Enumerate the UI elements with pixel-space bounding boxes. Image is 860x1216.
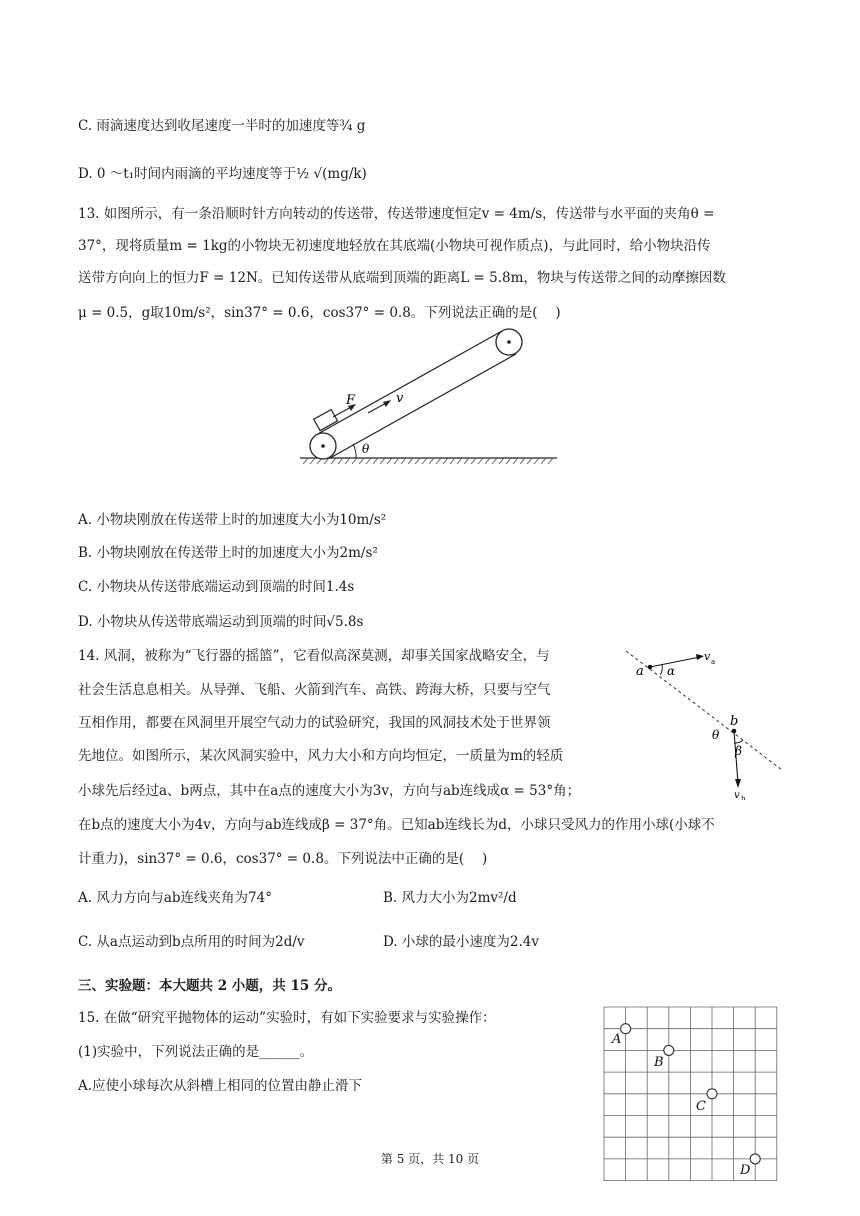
velocity-label: v: [396, 391, 404, 406]
q14-stem-line-6: 在b点的速度大小为4v，方向与ab连线成β = 37°角。已知ab连线长为d，小球只受风力的作用小球(小球不: [78, 817, 715, 833]
q14-stem-line-4: 先地位。如图所示，某次风洞实验中，风力大小和方向均恒定，一质量为m的轻质: [78, 748, 564, 764]
conveyor-belt-figure: [295, 325, 565, 470]
theta-label: θ: [712, 728, 720, 742]
beta-label: β: [735, 744, 742, 758]
q14-stem-line-2: 社会生活息息相关。从导弹、飞船、火箭到汽车、高铁、跨海大桥，只要与空气: [78, 682, 551, 698]
q13-option-b: B. 小物块刚放在传送带上时的加速度大小为2m/s²: [78, 545, 378, 561]
wind-tunnel-figure: [622, 645, 787, 800]
q13-stem-line-2: 37°，现将质量m = 1kg的小物块无初速度地轻放在其底端(小物块可视作质点)，与此同时，给小物块沿传: [78, 238, 711, 254]
grid-label-a: A: [612, 1032, 622, 1047]
q14-option-d: D. 小球的最小速度为2.4v: [383, 934, 540, 950]
q13-stem-line-1: 13. 如图所示，有一条沿顺时针方向转动的传送带，传送带速度恒定v = 4m/s，传送带与水平面的夹角θ =: [78, 206, 715, 222]
vb-subscript: b: [741, 795, 746, 800]
q13-stem-line-3: 送带方向向上的恒力F = 12N。已知传送带从底端到顶端的距离L = 5.8m，物块与传送带之间的动摩擦因数: [78, 270, 726, 286]
q14-stem-line-1: 14. 风洞，被称为“飞行器的摇篮”，它看似高深莫测，却事关国家战略安全，与: [78, 648, 550, 664]
va-label: v: [704, 650, 711, 663]
point-b-label: b: [730, 714, 739, 729]
grid-label-d: D: [740, 1163, 751, 1178]
q13-option-d: D. 小物块从传送带底端运动到顶端的时间√5.8s: [78, 614, 364, 630]
q14-stem-line-7: 计重力)，sin37° = 0.6，cos37° = 0.8。下列说法中正确的是( ): [78, 851, 488, 867]
va-subscript: a: [711, 658, 716, 666]
q14-option-b: B. 风力大小为2mv²/d: [383, 890, 517, 906]
grid-label-c: C: [696, 1099, 706, 1114]
q13-option-c: C. 小物块从传送带底端运动到顶端的时间1.4s: [78, 579, 355, 595]
force-label: F: [346, 393, 356, 408]
q15-stem: 15. 在做“研究平抛物体的运动”实验时，有如下实验要求与实验操作：: [78, 1010, 496, 1026]
section-heading: 三、实验题：本大题共 2 小题，共 15 分。: [78, 978, 341, 994]
q12-option-d: D. 0 ～t₁时间内雨滴的平均速度等于½ √(mg/k): [78, 166, 367, 182]
q13-stem-line-4: μ = 0.5，g取10m/s²，sin37° = 0.6，cos37° = 0.8。下列说法正确的是( ): [78, 305, 561, 321]
q14-option-a: A. 风力方向与ab连线夹角为74°: [78, 890, 272, 906]
page-number-footer: 第 5 页，共 10 页: [380, 1152, 480, 1166]
q13-option-a: A. 小物块刚放在传送带上时的加速度大小为10m/s²: [78, 512, 387, 528]
q14-stem-line-3: 互相作用，都要在风洞里开展空气动力的试验研究，我国的风洞技术处于世界领: [78, 715, 551, 731]
q12-option-c: C. 雨滴速度达到收尾速度一半时的加速度等¾ g: [78, 118, 366, 134]
angle-theta-label: θ: [362, 442, 370, 456]
vb-label: v: [734, 790, 740, 800]
grid-label-b: B: [654, 1055, 664, 1070]
alpha-label: α: [667, 664, 676, 678]
q14-option-c: C. 从a点运动到b点所用的时间为2d/v: [78, 934, 305, 950]
q15-sub-question-1: (1)实验中，下列说法正确的是______。: [78, 1044, 314, 1060]
q15-option-a: A.应使小球每次从斜槽上相同的位置由静止滑下: [78, 1078, 363, 1094]
q14-stem-line-5: 小球先后经过a、b两点，其中在a点的速度大小为3v，方向与ab连线成α = 53°角；: [78, 783, 581, 799]
point-a-label: a: [636, 664, 644, 679]
